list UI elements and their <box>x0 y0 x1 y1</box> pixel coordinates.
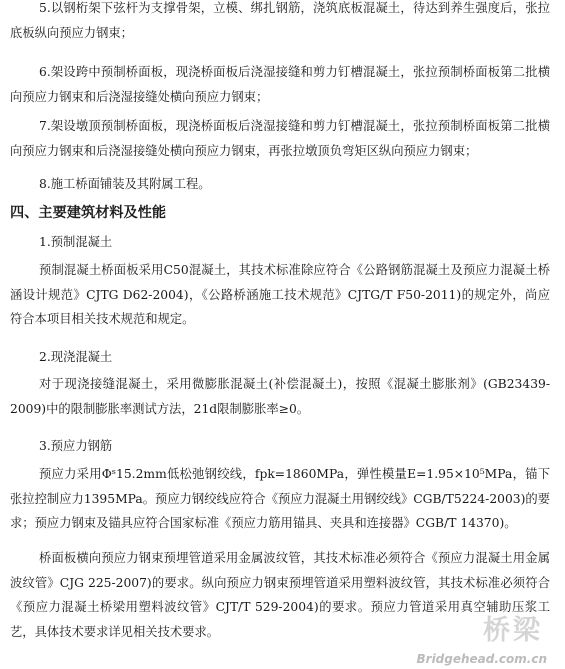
subsection-3-body-2: 桥面板横向预应力钢束预埋管道采用金属波纹管，其技术标准必须符合《预应力混凝土用金属波纹管》CJG 225-2007)的要求。纵向预应力钢束预埋管道采用塑料波纹管，其技术标准必须符合《预应力混凝土桥梁用塑料波纹管》CJT/T 529-2004)的要求。预应力管道采用真空辅助压浆工艺，具体技术要求详见相关技术要求。 <box>10 551 550 639</box>
subsection-1-body: 预制混凝土桥面板采用C50混凝土，其技术标准除应符合《公路钢筋混凝土及预应力混凝土桥涵设计规范》CJTG D62-2004)，《公路桥涵施工技术规范》CJTG/T F50-2011)的规定外，尚应符合本项目相关技术规范和规定。 <box>10 263 550 326</box>
section-4-heading: 四、主要建筑材料及性能 <box>10 205 167 221</box>
step-8-paragraph: 8.施工桥面铺装及其附属工程。 <box>39 177 211 191</box>
subsection-1-title: 1.预制混凝土 <box>39 235 113 249</box>
step-6-paragraph: 6.架设跨中预制桥面板，现浇桥面板后浇湿接缝和剪力钉槽混凝土，张拉预制桥面板第二批横向预应力钢束和后浇湿接缝处横向预应力钢束； <box>10 65 550 104</box>
subsection-3-title: 3.预应力钢筋 <box>39 439 113 453</box>
subsection-3-body: 预应力采用Φˢ15.2mm低松弛钢绞线，fpk=1860MPa，弹性模量E=1.95×10⁵MPa，锚下张拉控制应力1395MPa。预应力钢绞线应符合《预应力混凝土用钢绞线》CGB/T5224-2003)的要求；预应力钢束及锚具应符合国家标准《预应力筋用锚具、夹具和连接器》CGB/T 14370)。 <box>10 467 551 530</box>
watermark-url: Bridgehead.com.cn <box>416 652 547 666</box>
step-5-paragraph: 5.以钢桁架下弦杆为支撑骨架，立模、绑扎钢筋，浇筑底板混凝土，待达到养生强度后，张拉底板纵向预应力钢束； <box>10 1 550 40</box>
watermark-logo-text: 桥梁 <box>483 615 543 646</box>
subsection-2-title: 2.现浇混凝土 <box>39 350 113 364</box>
subsection-2-body: 对于现浇接缝混凝土，采用微膨胀混凝土(补偿混凝土)，按照《混凝土膨胀剂》(GB23439-2009)中的限制膨胀率测试方法，21d限制膨胀率≥0。 <box>10 377 550 416</box>
step-7-paragraph: 7.架设墩顶预制桥面板，现浇桥面板后浇湿接缝和剪力钉槽混凝土，张拉预制桥面板第二批横向预应力钢束和后浇湿接缝处横向预应力钢束，再张拉墩顶负弯矩区纵向预应力钢束； <box>10 119 550 158</box>
